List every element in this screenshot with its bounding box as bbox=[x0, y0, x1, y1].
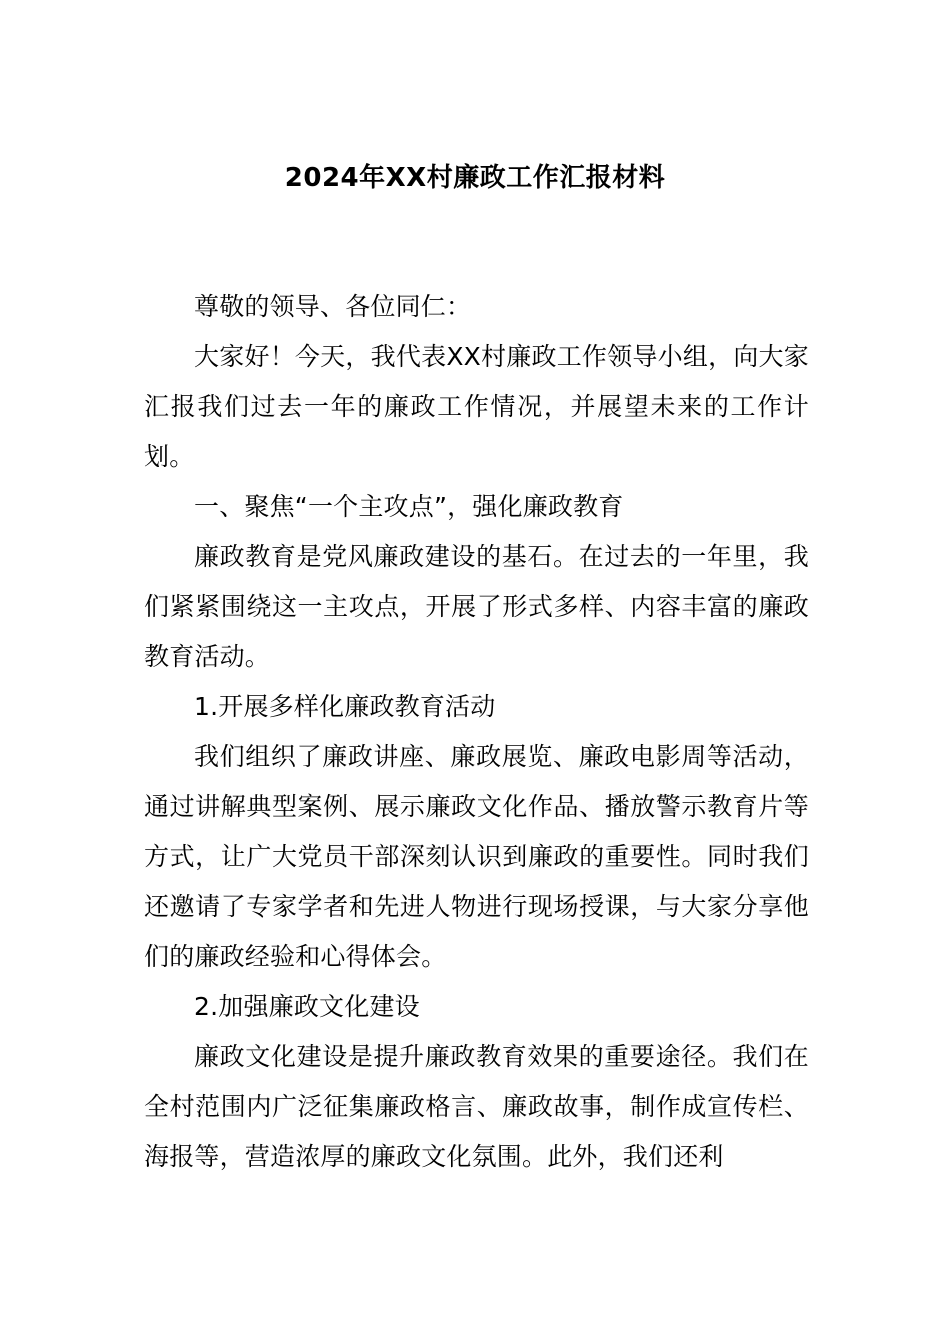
subsection-heading-2: 2.加强廉政文化建设 bbox=[194, 992, 420, 1021]
salutation-paragraph: 尊敬的领导、各位同仁： bbox=[194, 292, 472, 321]
intro-paragraph: 大家好！今天，我代表XX村廉政工作领导小组，向大家汇报我们过去一年的廉政工作情况，并展望未来的工作计划。 bbox=[144, 342, 809, 471]
subsection-heading-1: 1.开展多样化廉政教育活动 bbox=[194, 692, 496, 721]
document-title: 2024年XX村廉政工作汇报材料 bbox=[284, 163, 666, 193]
body-paragraph: 廉政文化建设是提升廉政教育效果的重要途径。我们在全村范围内广泛征集廉政格言、廉政故事，制作成宣传栏、海报等，营造浓厚的廉政文化氛围。此外，我们还利 bbox=[144, 1042, 809, 1171]
body-paragraph: 我们组织了廉政讲座、廉政展览、廉政电影周等活动，通过讲解典型案例、展示廉政文化作品、播放警示教育片等方式，让广大党员干部深刻认识到廉政的重要性。同时我们还邀请了专家学者和先进人物进行现场授课，与大家分享他们的廉政经验和心得体会。 bbox=[144, 742, 809, 971]
document-body bbox=[144, 282, 809, 1182]
body-paragraph: 廉政教育是党风廉政建设的基石。在过去的一年里，我们紧紧围绕这一主攻点，开展了形式多样、内容丰富的廉政教育活动。 bbox=[144, 542, 809, 671]
section-heading-1: 一、聚焦“一个主攻点”，强化廉政教育 bbox=[194, 492, 624, 521]
